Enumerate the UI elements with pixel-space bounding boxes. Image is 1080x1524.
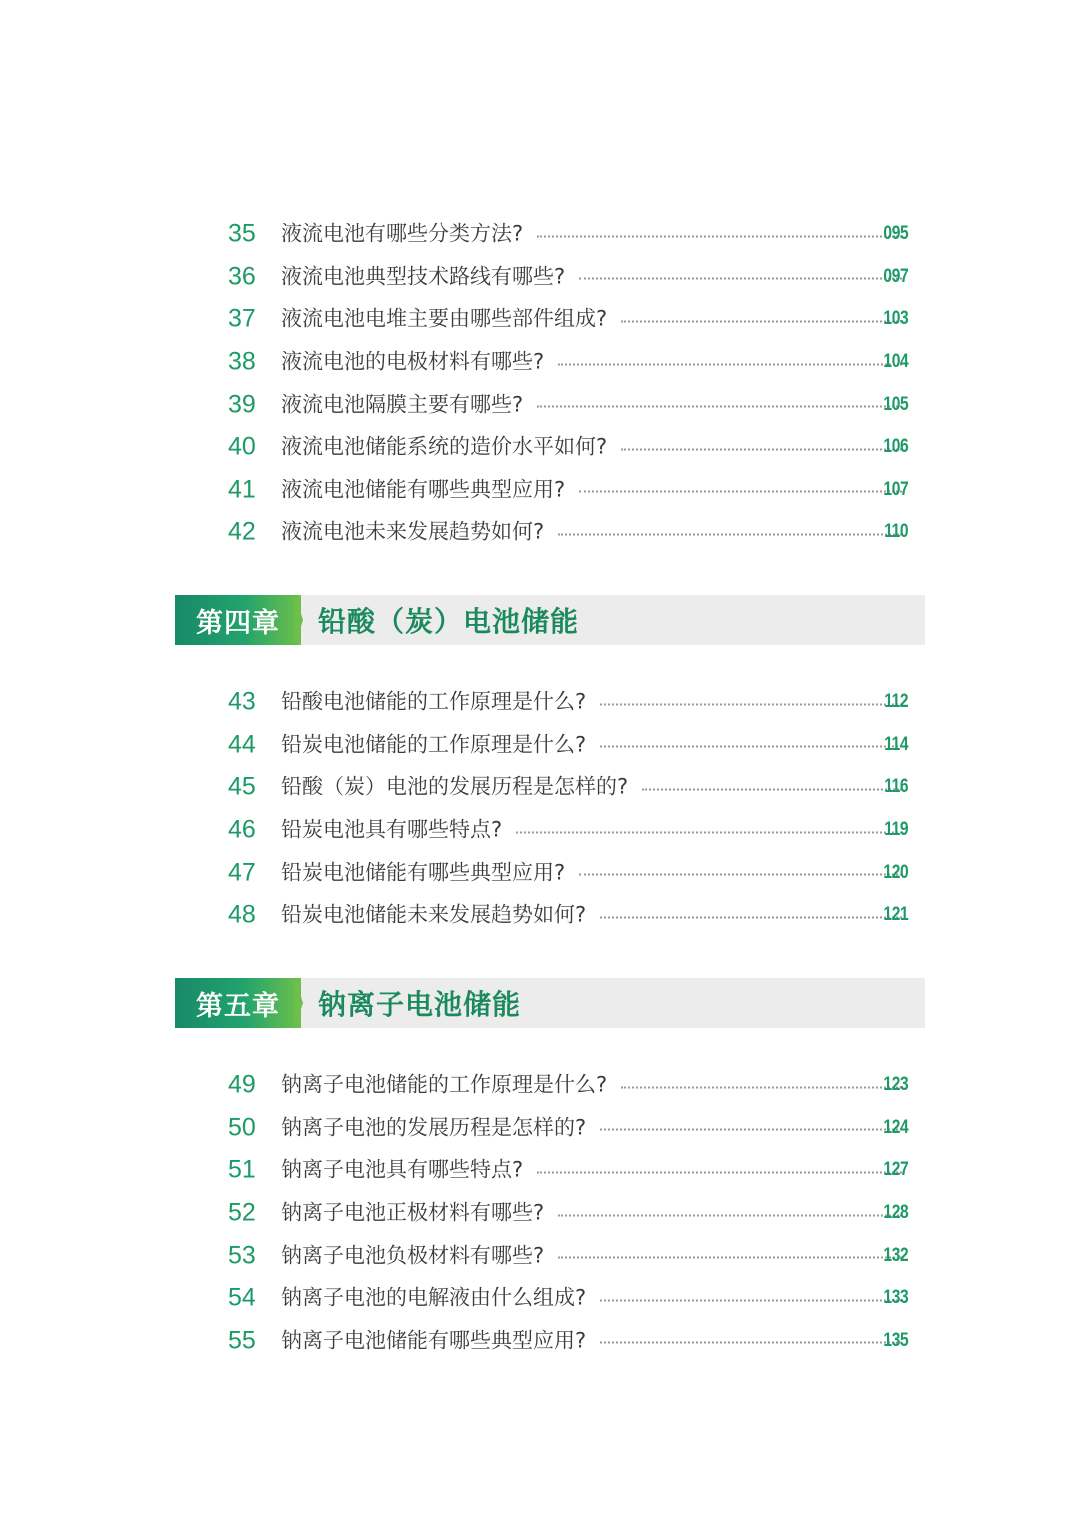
entry-number: 47 xyxy=(228,858,256,887)
chapter-banner-5[interactable] xyxy=(175,978,925,1028)
entry-page-number: 123 xyxy=(883,1074,908,1096)
entry-title: 铅酸（炭）电池的发展历程是怎样的? xyxy=(281,774,629,799)
entry-page-number: 106 xyxy=(883,436,908,458)
entry-page-number: 121 xyxy=(883,904,908,926)
entry-number: 41 xyxy=(228,475,256,504)
dot-leader xyxy=(558,1214,902,1216)
toc-entry[interactable] xyxy=(0,1192,1080,1235)
toc-entry[interactable] xyxy=(0,383,1080,426)
entry-body xyxy=(281,1245,908,1266)
toc-entry[interactable] xyxy=(0,1064,1080,1107)
entry-body xyxy=(281,1157,908,1182)
dot-leader xyxy=(516,831,902,833)
chapter-banner-4[interactable] xyxy=(175,595,925,645)
entry-title: 钠离子电池的电解液由什么组成? xyxy=(281,1285,587,1310)
dot-leader xyxy=(558,533,902,535)
entry-number: 40 xyxy=(228,432,256,461)
entry-page-number: 097 xyxy=(883,265,908,287)
entry-title: 液流电池未来发展趋势如何? xyxy=(281,519,545,544)
toc-entry[interactable] xyxy=(0,1277,1080,1320)
toc-entry[interactable] xyxy=(0,298,1080,341)
entry-number: 51 xyxy=(228,1155,256,1184)
entry-body xyxy=(281,1117,908,1138)
dot-leader xyxy=(579,874,902,876)
entry-title: 钠离子电池储能的工作原理是什么? xyxy=(281,1072,608,1097)
entry-body xyxy=(281,689,908,714)
entry-title: 钠离子电池的发展历程是怎样的? xyxy=(281,1115,587,1140)
entry-title: 铅炭电池具有哪些特点? xyxy=(281,817,503,842)
entry-number: 35 xyxy=(228,219,256,248)
entry-title: 钠离子电池具有哪些特点? xyxy=(281,1157,524,1182)
entry-number: 38 xyxy=(228,347,256,376)
entry-title: 液流电池的电极材料有哪些? xyxy=(281,349,545,374)
entry-number: 46 xyxy=(228,815,256,844)
entry-body xyxy=(281,349,908,374)
entry-title: 液流电池有哪些分类方法? xyxy=(281,221,524,246)
entry-body xyxy=(281,902,908,927)
toc-entry[interactable] xyxy=(0,1320,1080,1363)
entry-number: 54 xyxy=(228,1283,256,1312)
dot-leader xyxy=(537,406,902,408)
entry-title: 钠离子电池正极材料有哪些? xyxy=(281,1200,545,1225)
entry-title: 铅炭电池储能的工作原理是什么? xyxy=(281,732,587,757)
entry-page-number: 110 xyxy=(884,521,908,543)
entry-number: 39 xyxy=(228,390,256,419)
entry-body xyxy=(281,479,908,500)
chapter-label: 第五章 xyxy=(196,990,280,1022)
entry-body xyxy=(281,1285,908,1310)
entry-page-number: 114 xyxy=(884,733,908,755)
toc-entry[interactable] xyxy=(0,1107,1080,1150)
dot-leader xyxy=(537,1171,902,1173)
entry-page-number: 120 xyxy=(883,861,908,883)
toc-section-chapter-4 xyxy=(0,681,1080,937)
dot-leader xyxy=(579,278,902,280)
entry-title: 铅炭电池储能未来发展趋势如何? xyxy=(281,902,587,927)
chapter-label-tag xyxy=(175,595,301,645)
dot-leader xyxy=(621,448,902,450)
entry-title: 液流电池典型技术路线有哪些? xyxy=(281,264,566,289)
entry-page-number: 127 xyxy=(883,1159,908,1181)
entry-title: 铅炭电池储能有哪些典型应用? xyxy=(281,860,566,885)
entry-page-number: 124 xyxy=(883,1116,908,1138)
dot-leader xyxy=(600,703,902,705)
entry-title: 钠离子电池负极材料有哪些? xyxy=(281,1243,545,1268)
toc-entry[interactable] xyxy=(0,426,1080,469)
entry-number: 44 xyxy=(228,730,256,759)
entry-page-number: 104 xyxy=(883,351,908,373)
dot-leader xyxy=(600,1129,902,1131)
entry-number: 48 xyxy=(228,900,256,929)
entry-page-number: 112 xyxy=(884,691,908,713)
entry-body xyxy=(281,817,908,842)
dot-leader xyxy=(642,788,902,790)
entry-number: 43 xyxy=(228,687,256,716)
dot-leader xyxy=(558,363,902,365)
toc-entry[interactable] xyxy=(0,1149,1080,1192)
toc-entry[interactable] xyxy=(0,809,1080,852)
dot-leader xyxy=(621,1086,902,1088)
dot-leader xyxy=(558,1257,902,1259)
chapter-tag-arrow xyxy=(295,595,303,645)
dot-leader xyxy=(579,491,902,493)
dot-leader xyxy=(621,320,902,322)
dot-leader xyxy=(600,1342,902,1344)
chapter-title: 铅酸（炭）电池储能 xyxy=(318,605,580,638)
toc-entry[interactable] xyxy=(0,681,1080,724)
entry-title: 液流电池储能系统的造价水平如何? xyxy=(281,434,608,459)
toc-entry[interactable] xyxy=(0,213,1080,256)
entry-number: 42 xyxy=(228,517,256,546)
toc-entry[interactable] xyxy=(0,1234,1080,1277)
entry-body xyxy=(281,862,908,883)
chapter-label-tag xyxy=(175,978,301,1028)
entry-body xyxy=(281,519,908,544)
toc-entry[interactable] xyxy=(0,341,1080,384)
entry-number: 53 xyxy=(228,1241,256,1270)
toc-entry[interactable] xyxy=(0,469,1080,512)
entry-number: 45 xyxy=(228,772,256,801)
entry-title: 铅酸电池储能的工作原理是什么? xyxy=(281,689,587,714)
entry-title: 钠离子电池储能有哪些典型应用? xyxy=(281,1328,587,1353)
toc-entry[interactable] xyxy=(0,724,1080,767)
dot-leader xyxy=(600,746,902,748)
entry-page-number: 119 xyxy=(884,819,908,841)
entry-number: 36 xyxy=(228,262,256,291)
entry-body xyxy=(281,1330,908,1351)
toc-entry[interactable] xyxy=(0,766,1080,809)
toc-entry[interactable] xyxy=(0,894,1080,937)
dot-leader xyxy=(600,1299,902,1301)
entry-number: 37 xyxy=(228,304,256,333)
entry-body xyxy=(281,266,908,287)
entry-number: 52 xyxy=(228,1198,256,1227)
entry-body xyxy=(281,434,908,459)
entry-body xyxy=(281,1200,908,1225)
entry-body xyxy=(281,306,908,331)
entry-body xyxy=(281,774,908,799)
toc-section-chapter-5 xyxy=(0,1064,1080,1362)
entry-body xyxy=(281,734,908,755)
chapter-title: 钠离子电池储能 xyxy=(318,988,522,1021)
entry-page-number: 128 xyxy=(883,1202,908,1224)
entry-body xyxy=(281,1072,908,1097)
toc-entry[interactable] xyxy=(0,256,1080,299)
entry-body xyxy=(281,221,908,246)
entry-body xyxy=(281,394,908,415)
entry-page-number: 135 xyxy=(883,1329,908,1351)
entry-number: 50 xyxy=(228,1113,256,1142)
entry-title: 液流电池隔膜主要有哪些? xyxy=(281,392,524,417)
entry-page-number: 095 xyxy=(883,223,908,245)
entry-number: 49 xyxy=(228,1070,256,1099)
entry-number: 55 xyxy=(228,1326,256,1355)
entry-page-number: 105 xyxy=(883,393,908,415)
dot-leader xyxy=(600,916,902,918)
entry-title: 液流电池电堆主要由哪些部件组成? xyxy=(281,306,608,331)
entry-page-number: 116 xyxy=(884,776,908,798)
entry-page-number: 103 xyxy=(883,308,908,330)
toc-section-chapter-3 xyxy=(0,213,1080,554)
chapter-label: 第四章 xyxy=(196,607,280,639)
entry-page-number: 132 xyxy=(883,1244,908,1266)
chapter-tag-arrow xyxy=(295,978,303,1028)
entry-page-number: 107 xyxy=(883,478,908,500)
entry-page-number: 133 xyxy=(883,1287,908,1309)
toc-entry[interactable] xyxy=(0,851,1080,894)
dot-leader xyxy=(537,235,902,237)
toc-entry[interactable] xyxy=(0,511,1080,554)
entry-title: 液流电池储能有哪些典型应用? xyxy=(281,477,566,502)
